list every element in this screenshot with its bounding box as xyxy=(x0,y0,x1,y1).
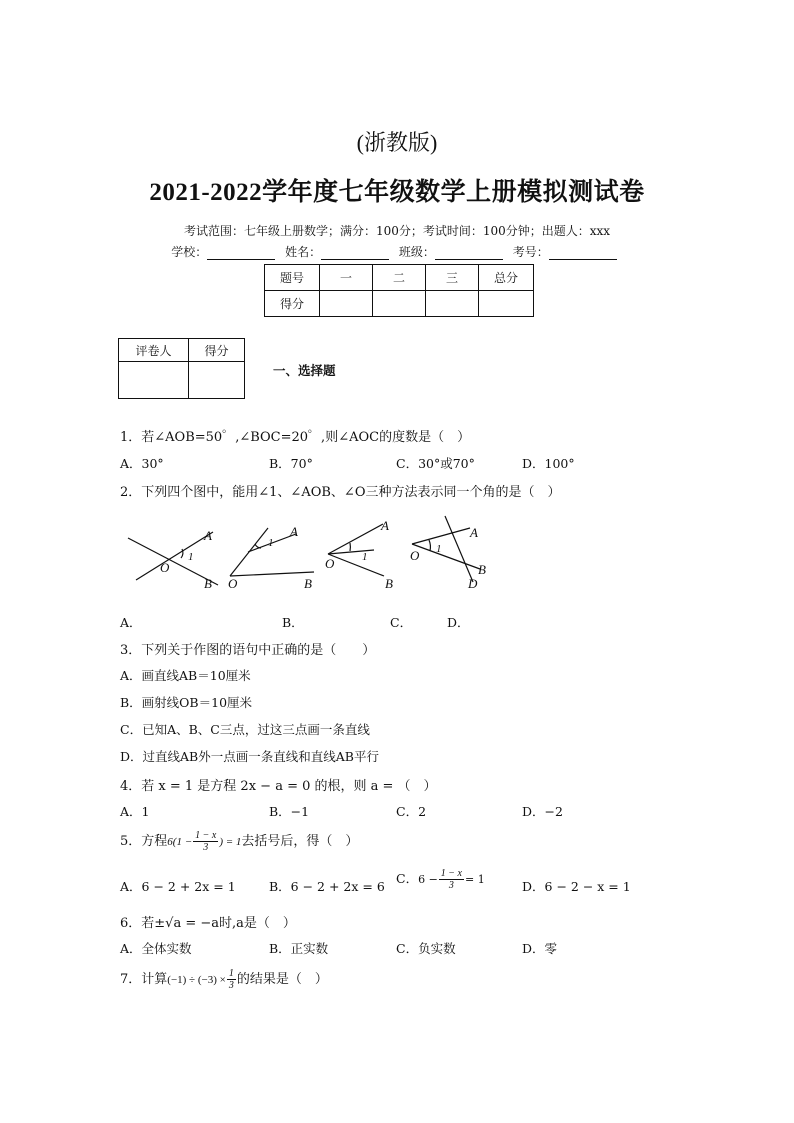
question-6-stem: 6．若±√a = −a时,a是（ ） xyxy=(120,916,296,931)
question-5-frac-den: 3 xyxy=(203,842,209,853)
question-4-option-d: D．−2 xyxy=(522,804,563,819)
section-title: 一、选择题 xyxy=(273,363,336,378)
score-value-row xyxy=(265,291,534,317)
score-table xyxy=(264,264,534,317)
exam-info: 考试范围：七年级上册数学；满分：100分；考试时间：100分钟；出题人：xxx xyxy=(183,224,611,238)
score-cell[interactable] xyxy=(320,291,373,317)
question-5-frac-num: 1 − x xyxy=(195,830,217,841)
question-7-stem xyxy=(120,968,328,991)
figure-d-label-d: D xyxy=(468,576,478,591)
question-5-option-c-num: 1 − x xyxy=(440,868,462,879)
score-cell[interactable] xyxy=(373,291,426,317)
question-1-option-c: C．30°或70° xyxy=(396,456,475,471)
question-5-fraction xyxy=(193,830,218,853)
question-2-figures xyxy=(118,510,502,594)
question-3-stem: 3．下列关于作图的语句中正确的是（ ） xyxy=(120,643,376,658)
question-5-option-c-post: = 1 xyxy=(464,873,485,886)
score-header-cell: 二 xyxy=(373,265,426,291)
score-row-label: 得分 xyxy=(265,291,320,317)
question-5-option-c-den: 3 xyxy=(448,880,454,891)
score-header-row xyxy=(265,265,534,291)
class-blank[interactable] xyxy=(435,247,503,260)
question-1-option-a: A．30° xyxy=(120,456,164,471)
question-5-math-post: ) = 1 xyxy=(219,836,242,848)
question-5-suffix: 去括号后，得（ ） xyxy=(241,834,359,849)
question-6-option-a: A．全体实数 xyxy=(120,941,192,956)
question-6-option-c: C．负实数 xyxy=(396,941,456,956)
question-7-frac-num: 1 xyxy=(228,968,234,979)
question-7-frac-den: 3 xyxy=(228,980,234,991)
question-4-option-c: C．2 xyxy=(396,804,427,819)
figure-b-label-a: A xyxy=(290,524,298,539)
exam-number-blank[interactable] xyxy=(549,247,617,260)
figure-b-label-o: O xyxy=(228,576,238,591)
question-1-option-d: D．100° xyxy=(522,456,575,471)
question-4-option-b: B．−1 xyxy=(269,804,310,819)
question-5-option-d: D．6 − 2 − x = 1 xyxy=(522,879,631,894)
figure-a-label-b: B xyxy=(204,576,212,591)
question-5-option-c-pre: 6 − xyxy=(418,873,438,886)
figure-c-label-b: B xyxy=(385,576,393,591)
figure-c-label-1: 1 xyxy=(362,551,368,563)
question-5-option-c xyxy=(396,868,485,891)
question-2-option-a: A． xyxy=(120,615,142,630)
question-2-option-d: D． xyxy=(447,615,470,630)
question-6-option-b: B．正实数 xyxy=(269,941,329,956)
question-5-prefix: 5．方程 xyxy=(120,834,168,849)
score-header-cell: 题号 xyxy=(265,265,320,291)
grader-value-row xyxy=(119,362,245,399)
figure-labels xyxy=(160,518,486,591)
score-header-cell: 总分 xyxy=(479,265,534,291)
school-blank[interactable] xyxy=(207,247,275,260)
figure-c-label-a: A xyxy=(381,518,389,533)
question-3-option-d: D．过直线AB外一点画一条直线和直线AB平行 xyxy=(120,749,379,764)
score-cell[interactable] xyxy=(426,291,479,317)
question-6-option-d: D．零 xyxy=(522,941,558,956)
question-2-stem: 2．下列四个图中，能用∠1、∠AOB、∠O三种方法表示同一个角的是（ ） xyxy=(120,485,561,500)
grader-header-cell: 得分 xyxy=(189,339,245,362)
question-2-option-c: C． xyxy=(390,615,413,630)
question-7-math: (−1) ÷ (−3) × xyxy=(167,974,226,986)
exam-number-label: 考号： xyxy=(512,245,549,259)
name-label: 姓名： xyxy=(285,245,322,259)
figure-d-label-o: O xyxy=(410,548,420,563)
grader-cell[interactable] xyxy=(189,362,245,399)
question-5-stem xyxy=(120,830,358,853)
score-cell[interactable] xyxy=(479,291,534,317)
grader-header-row xyxy=(119,339,245,362)
question-5-option-c-label: C． xyxy=(396,871,419,886)
question-3-option-b: B．画射线OB＝10厘米 xyxy=(120,695,253,710)
figure-b-label-1: 1 xyxy=(268,537,274,549)
name-blank[interactable] xyxy=(321,247,389,260)
question-3-option-a: A．画直线AB＝10厘米 xyxy=(120,668,251,683)
question-5-option-b: B．6 − 2 + 2x = 6 xyxy=(269,879,385,894)
school-label: 学校： xyxy=(171,245,208,259)
question-7-suffix: 的结果是（ ） xyxy=(236,972,328,987)
figure-d-label-1: 1 xyxy=(436,543,442,555)
question-4-stem: 4．若 x = 1 是方程 2x − a = 0 的根，则 a = （ ） xyxy=(120,779,437,794)
question-1-option-b: B．70° xyxy=(269,456,313,471)
question-4-option-a: A．1 xyxy=(120,804,150,819)
question-3-option-c: C．已知A、B、C三点，过这三点画一条直线 xyxy=(120,722,370,737)
figure-d-label-b: B xyxy=(478,562,486,577)
question-5-option-c-fraction xyxy=(439,868,464,891)
question-1-stem: 1．若∠AOB=50゜,∠BOC=20゜,则∠AOC的度数是（ ） xyxy=(120,430,471,445)
student-fields xyxy=(0,243,794,260)
figure-d-label-a: A xyxy=(470,525,478,540)
exam-title: 2021-2022学年度七年级数学上册模拟测试卷 xyxy=(149,179,645,206)
score-header-cell: 三 xyxy=(426,265,479,291)
question-5-option-a: A．6 − 2 + 2x = 1 xyxy=(120,879,236,894)
grader-cell[interactable] xyxy=(119,362,189,399)
figure-c-label-o: O xyxy=(325,556,335,571)
question-7-prefix: 7．计算 xyxy=(120,972,168,987)
score-header-cell: 一 xyxy=(320,265,373,291)
grader-header-cell: 评卷人 xyxy=(119,339,189,362)
question-5-math-pre: 6(1 − xyxy=(167,836,193,848)
figure-a-label-1: 1 xyxy=(188,551,194,563)
question-2-option-b: B． xyxy=(282,615,304,630)
figure-b-label-b: B xyxy=(304,576,312,591)
class-label: 班级： xyxy=(398,245,435,259)
figure-a-label-a: A xyxy=(204,528,212,543)
question-7-fraction xyxy=(227,968,236,991)
figure-a-label-o: O xyxy=(160,560,170,575)
edition-label: (浙教版) xyxy=(356,130,438,155)
grader-table xyxy=(118,338,245,399)
